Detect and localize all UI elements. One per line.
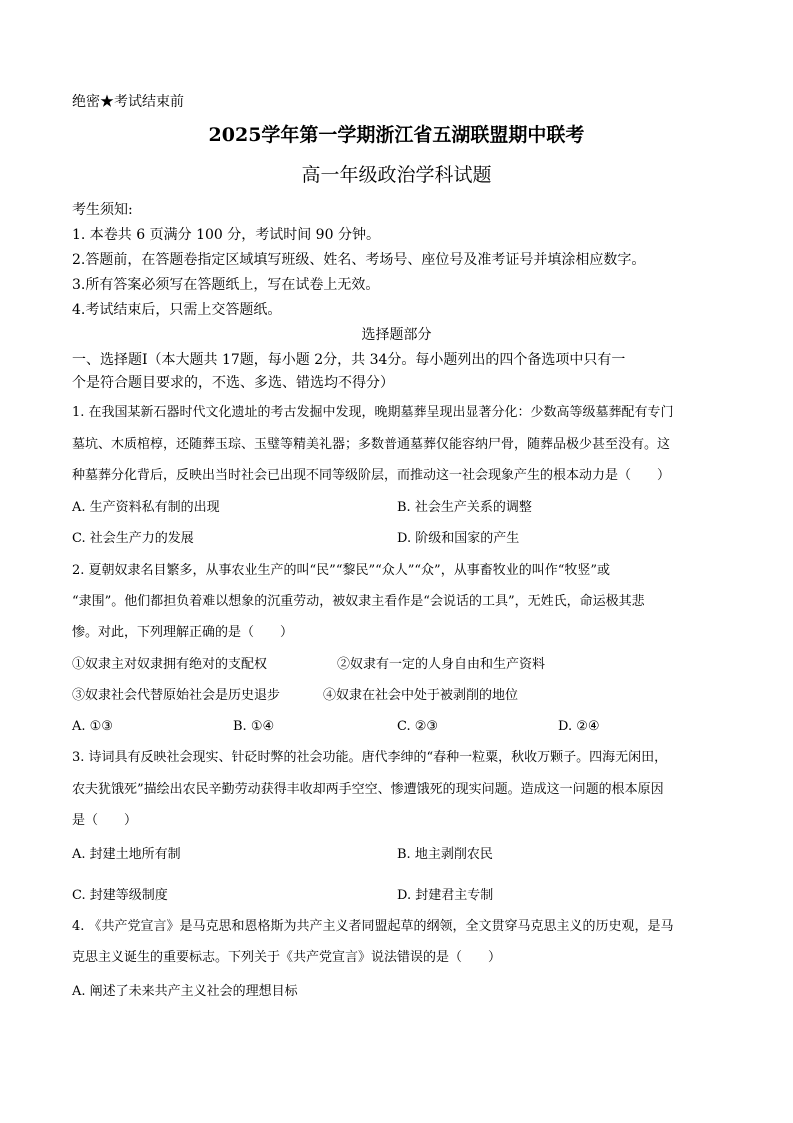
- question-3-option-c: C. 封建等级制度: [72, 888, 168, 903]
- question-2-option-b: B. ①④: [233, 719, 275, 734]
- exam-title: 2025学年第一学期浙江省五湖联盟期中联考: [208, 124, 585, 146]
- question-2-statement-4: ④奴隶在社会中处于被剥削的地位: [323, 688, 519, 703]
- question-2-statement-3: ③奴隶社会代替原始社会是历史退步: [72, 688, 281, 703]
- section-instruction: 个是符合题目要求的，不选、多选、错选均不得分）: [72, 375, 394, 391]
- question-3-option-a: A. 封建土地所有制: [72, 847, 181, 862]
- question-4-text: 4. 《共产党宣言》是马克思和恩格斯为共产主义者同盟起草的纲领，全文贯穿马克思主义的历史观，是马: [72, 919, 674, 934]
- question-2-statement-2: ②奴隶有一定的人身自由和生产资料: [337, 657, 546, 672]
- question-2-option-c: C. ②③: [397, 719, 439, 734]
- section-title: 选择题部分: [361, 327, 432, 343]
- question-2-text: 2. 夏朝奴隶名目繁多，从事农业生产的叫“民”“黎民”“众人”“众”，从事畜牧业的叫作“牧竖”或: [72, 563, 610, 578]
- question-3-text: 是（ ）: [72, 813, 138, 828]
- section-instruction: 一、选择题Ⅰ（本大题共 17题，每小题 2分，共 34分。每小题列出的四个备选项中只有一: [72, 352, 626, 368]
- question-3-option-b: B. 地主剥削农民: [397, 847, 493, 862]
- question-3-option-d: D. 封建君主专制: [397, 888, 494, 903]
- question-2-text: 惨。对此，下列理解正确的是（ ）: [72, 625, 294, 640]
- question-3-text: 3. 诗词具有反映社会现实、针砭时弊的社会功能。唐代李绅的“春种一粒粟，秋收万颗子。四海无闲田，: [72, 750, 668, 765]
- question-2-statement-1: ①奴隶主对奴隶拥有绝对的支配权: [72, 657, 268, 672]
- question-2-option-d: D. ②④: [558, 719, 600, 734]
- question-1-text: 1. 在我国某新石器时代文化遗址的考古发掘中发现，晚期墓葬呈现出显著分化：少数高等级墓葬配有专门: [72, 405, 674, 420]
- question-1-text: 种墓葬分化背后，反映出当时社会已出现不同等级阶层，而推动这一社会现象产生的根本动力是（ ）: [72, 468, 671, 483]
- exam-subtitle: 高一年级政治学科试题: [301, 164, 492, 186]
- notice-item: 1. 本卷共 6 页满分 100 分，考试时间 90 分钟。: [72, 227, 380, 243]
- secret-mark: 绝密★考试结束前: [72, 94, 184, 110]
- notice-item: 3.所有答案必须写在答题纸上，写在试卷上无效。: [72, 277, 380, 293]
- question-1-option-a: A. 生产资料私有制的出现: [72, 500, 220, 515]
- question-4-text: 克思主义诞生的重要标志。下列关于《共产党宣言》说法错误的是（ ）: [72, 950, 502, 965]
- notice-heading: 考生须知:: [72, 202, 133, 218]
- question-2-option-a: A. ①③: [72, 719, 113, 734]
- question-1-option-c: C. 社会生产力的发展: [72, 531, 194, 546]
- question-1-option-b: B. 社会生产关系的调整: [397, 500, 532, 515]
- notice-item: 2.答题前，在答题卷指定区域填写班级、姓名、考场号、座位号及准考证号并填涂相应数字。: [72, 252, 646, 268]
- question-2-text: “隶围”。他们都担负着难以想象的沉重劳动，被奴隶主看作是“会说话的工具”，无姓氏，命运极其悲: [72, 594, 645, 609]
- notice-item: 4.考试结束后，只需上交答题纸。: [72, 302, 282, 318]
- question-1-option-d: D. 阶级和国家的产生: [397, 531, 520, 546]
- question-3-text: 农夫犹饿死”描绘出农民辛勤劳动获得丰收却两手空空、惨遭饿死的现实问题。造成这一问题的根本原因: [72, 782, 664, 797]
- question-4-option-a: A. 阐述了未来共产主义社会的理想目标: [72, 984, 298, 999]
- question-1-text: 墓坑、木质棺椁，还随葬玉琮、玉璧等精美礼器；多数普通墓葬仅能容纳尸骨，随葬品极少甚至没有。这: [72, 437, 671, 452]
